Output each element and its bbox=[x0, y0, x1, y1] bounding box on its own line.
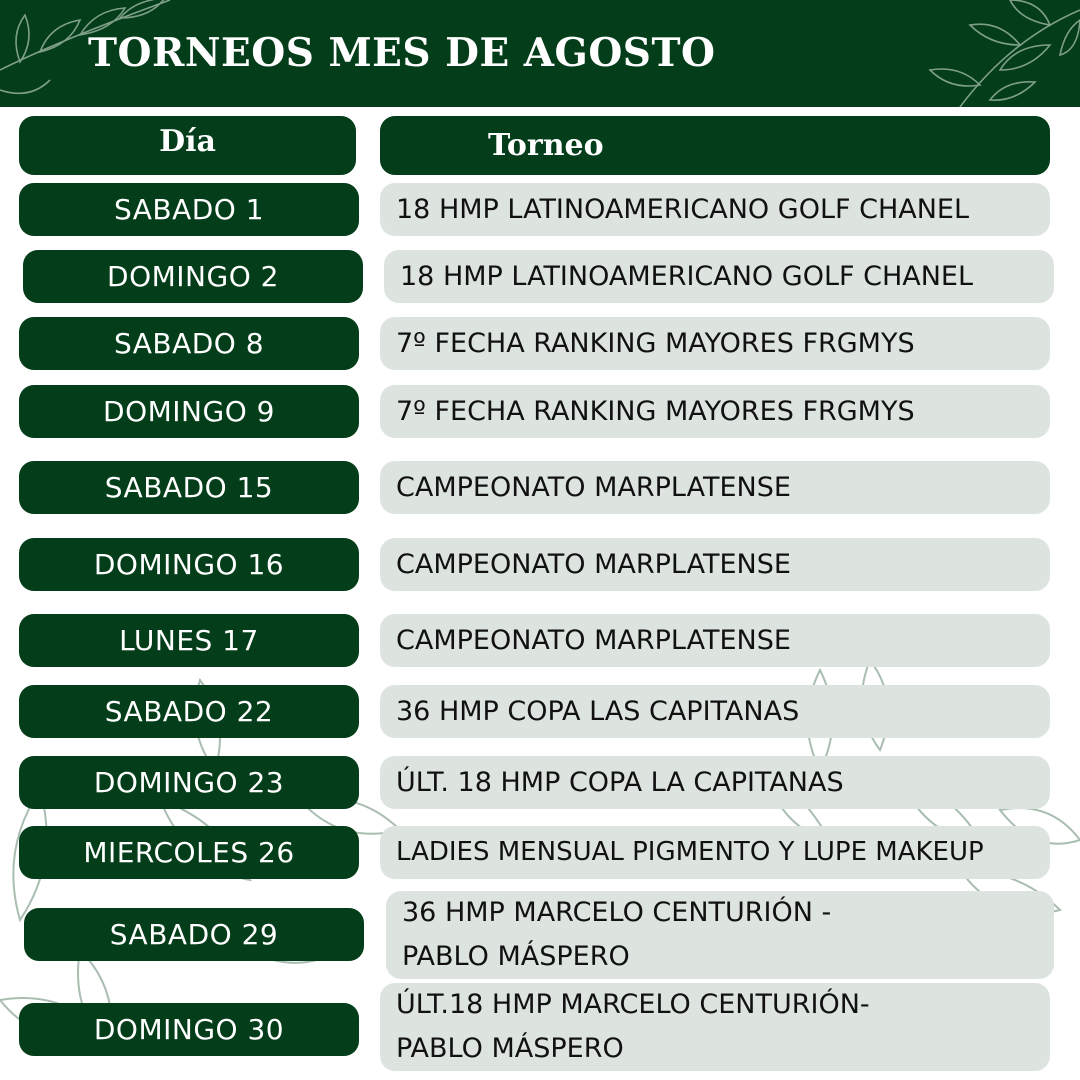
event-label: 7º FECHA RANKING MAYORES FRGMYS bbox=[396, 395, 915, 427]
leaf-branch-right-icon bbox=[890, 0, 1080, 107]
day-cell bbox=[19, 756, 359, 809]
day-cell bbox=[19, 317, 359, 370]
day-label: DOMINGO 30 bbox=[93, 1013, 285, 1046]
day-cell bbox=[19, 183, 359, 236]
event-cell bbox=[380, 826, 1050, 879]
column-header-day-label: Día bbox=[159, 124, 216, 159]
event-label: 18 HMP LATINOAMERICANO GOLF CHANEL bbox=[396, 193, 970, 225]
day-label: SABADO 1 bbox=[113, 193, 265, 226]
event-label-line2: PABLO MÁSPERO bbox=[396, 1033, 624, 1064]
event-cell bbox=[380, 317, 1050, 370]
event-label: CAMPEONATO MARPLATENSE bbox=[396, 548, 791, 580]
event-label-line1: 36 HMP MARCELO CENTURIÓN - bbox=[402, 897, 832, 929]
day-label: DOMINGO 23 bbox=[93, 766, 285, 799]
day-label: DOMINGO 9 bbox=[103, 395, 275, 428]
day-label: DOMINGO 2 bbox=[107, 260, 279, 293]
event-cell bbox=[380, 756, 1050, 809]
day-cell bbox=[19, 461, 359, 514]
event-label: 7º FECHA RANKING MAYORES FRGMYS bbox=[396, 327, 915, 359]
day-label: SABADO 8 bbox=[113, 327, 265, 360]
day-cell bbox=[19, 538, 359, 591]
day-label: MIERCOLES 26 bbox=[83, 836, 295, 869]
day-label: SABADO 29 bbox=[109, 918, 279, 951]
event-label: CAMPEONATO MARPLATENSE bbox=[396, 624, 791, 656]
event-cell bbox=[380, 385, 1050, 438]
event-label: 36 HMP COPA LAS CAPITANAS bbox=[396, 695, 800, 727]
day-label: DOMINGO 16 bbox=[93, 548, 285, 581]
event-cell bbox=[384, 250, 1054, 303]
event-cell bbox=[380, 183, 1050, 236]
event-label: ÚLT. 18 HMP COPA LA CAPITANAS bbox=[396, 766, 844, 798]
day-label: SABADO 15 bbox=[104, 471, 274, 504]
day-cell bbox=[19, 826, 359, 879]
column-header-day bbox=[19, 116, 356, 175]
page-title: TORNEOS MES DE AGOSTO bbox=[88, 30, 716, 76]
column-header-event bbox=[380, 116, 1050, 175]
day-cell bbox=[24, 908, 364, 961]
event-label-line2: PABLO MÁSPERO bbox=[402, 941, 630, 972]
day-label: SABADO 22 bbox=[104, 695, 274, 728]
event-cell bbox=[380, 461, 1050, 514]
event-label: 18 HMP LATINOAMERICANO GOLF CHANEL bbox=[400, 260, 974, 292]
day-cell bbox=[23, 250, 363, 303]
event-cell bbox=[380, 614, 1050, 667]
day-cell bbox=[19, 614, 359, 667]
event-cell bbox=[386, 891, 1054, 979]
event-cell bbox=[380, 983, 1050, 1071]
event-cell bbox=[380, 685, 1050, 738]
event-cell bbox=[380, 538, 1050, 591]
day-cell bbox=[19, 685, 359, 738]
day-cell bbox=[19, 1003, 359, 1056]
day-label: LUNES 17 bbox=[119, 624, 259, 657]
day-cell bbox=[19, 385, 359, 438]
header-banner bbox=[0, 0, 1080, 107]
event-label: CAMPEONATO MARPLATENSE bbox=[396, 471, 791, 503]
event-label-line1: ÚLT.18 HMP MARCELO CENTURIÓN- bbox=[396, 989, 870, 1021]
event-label: LADIES MENSUAL PIGMENTO Y LUPE MAKEUP bbox=[396, 837, 984, 868]
column-header-event-label: Torneo bbox=[488, 128, 604, 163]
